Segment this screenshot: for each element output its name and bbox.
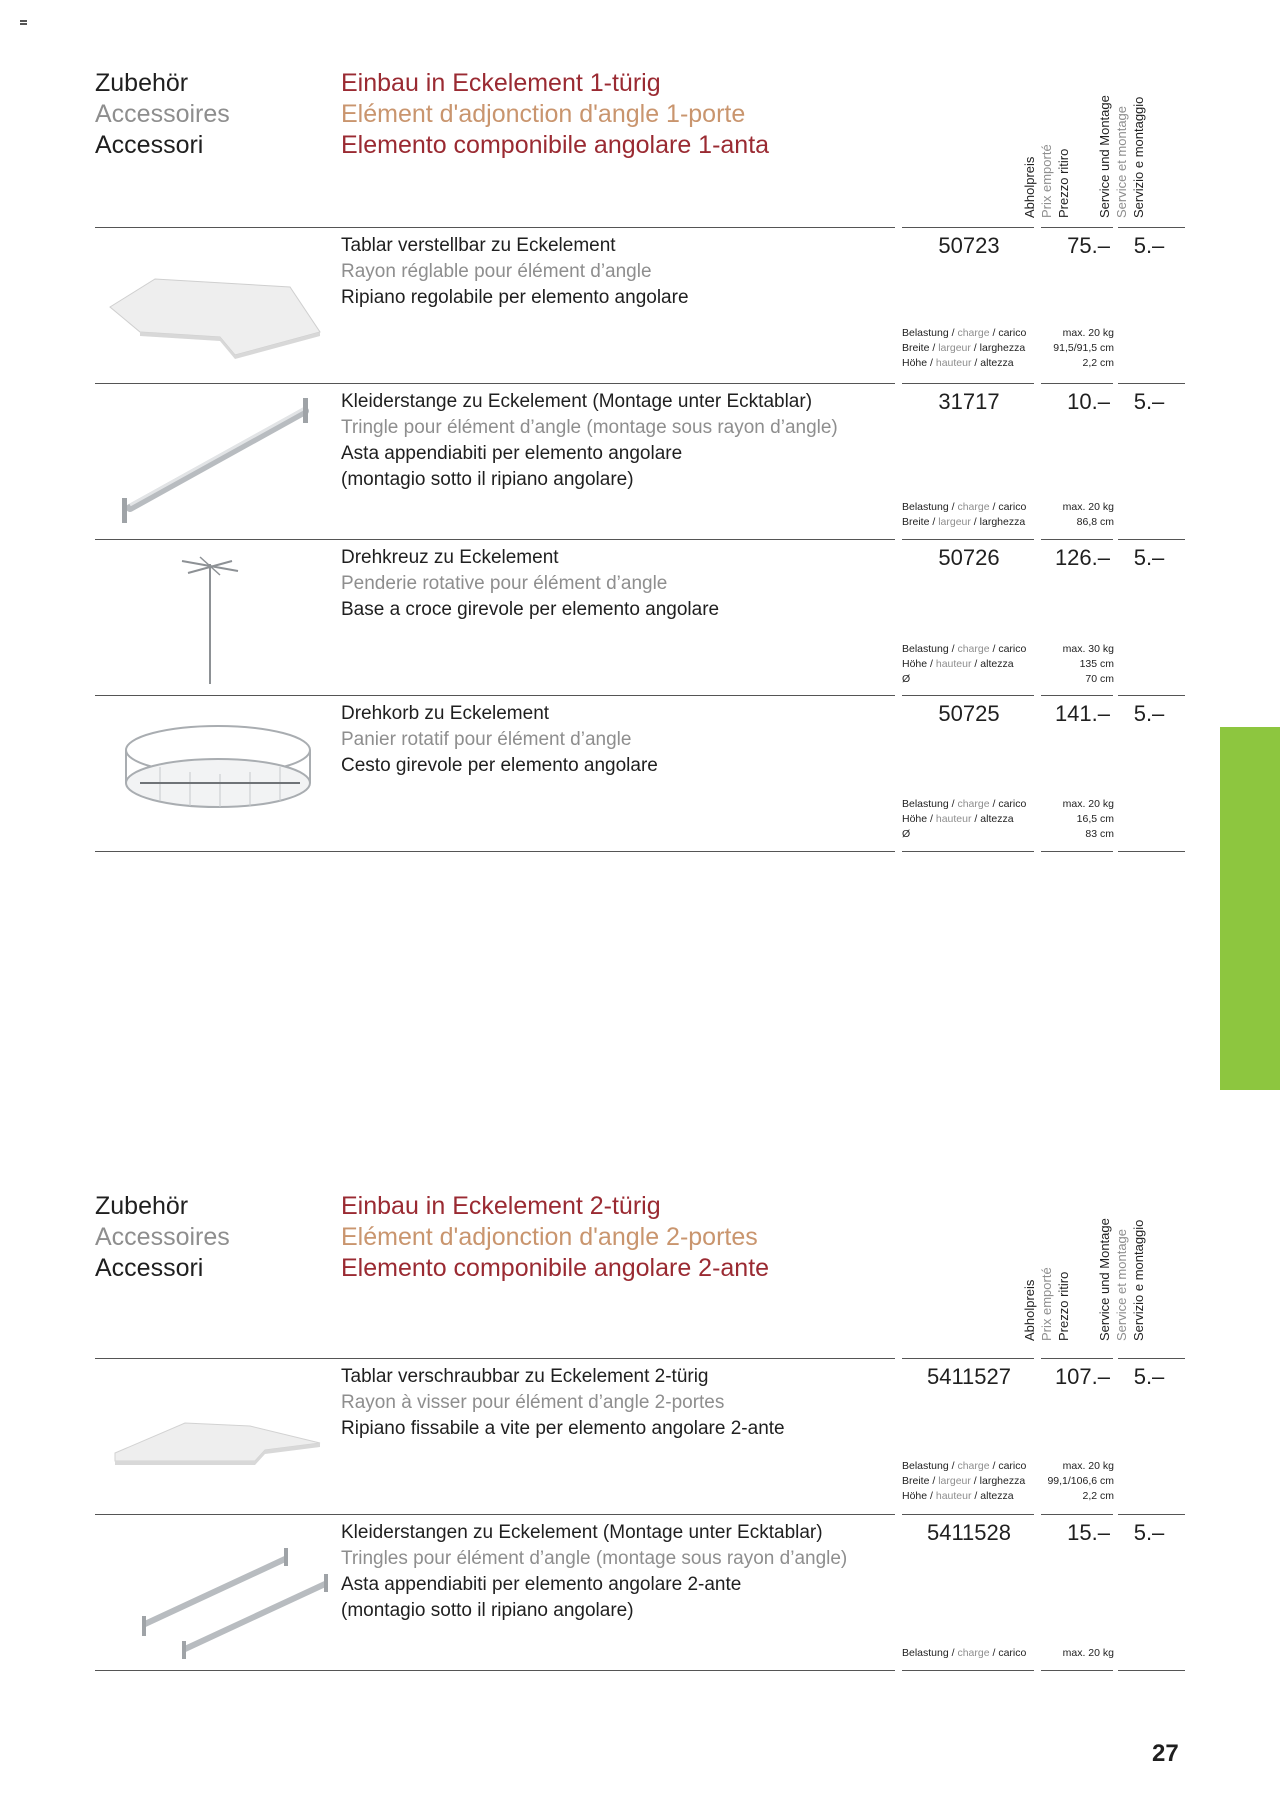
desc-fr: Rayon réglable pour élément d’angle — [341, 261, 652, 282]
price: 10.– — [1067, 389, 1110, 414]
product-description — [341, 389, 838, 493]
category-heading — [95, 68, 230, 161]
category-de: Zubehör — [95, 69, 189, 97]
article-number: 50723 — [938, 233, 1000, 258]
spec-row: Belastung / charge / carico max. 20 kg — [902, 798, 1114, 810]
price-header-de: Abholpreis — [1022, 1279, 1037, 1341]
service-price: 5.– — [1133, 233, 1165, 258]
title-fr: Elément d'adjonction d'angle 1-porte — [341, 100, 746, 128]
double-rail-icon — [100, 1524, 330, 1659]
spec-row: Höhe / hauteur / altezza 135 cm — [902, 658, 1114, 670]
price-header-fr: Prix emporté — [1039, 1267, 1054, 1341]
spec-row: Belastung / charge / carico max. 30 kg — [902, 643, 1114, 655]
article-number: 50725 — [938, 701, 1000, 726]
product-description — [341, 1364, 785, 1442]
wire-basket-icon — [100, 705, 330, 840]
spec-row: Belastung / charge / carico max. 20 kg — [902, 1460, 1114, 1472]
desc-de: Drehkreuz zu Eckelement — [341, 547, 559, 568]
section-title — [341, 68, 769, 161]
corner-shelf-icon — [100, 237, 330, 372]
spec-row: Breite / largeur / larghezza 99,1/106,6 cm — [902, 1475, 1114, 1487]
title-it: Elemento componibile angolare 1-anta — [341, 131, 770, 159]
desc-fr: Tringle pour élément d’angle (montage sous rayon d’angle) — [341, 417, 838, 438]
desc-de: Kleiderstangen zu Eckelement (Montage unter Ecktablar) — [341, 1522, 823, 1543]
service-header-it: Servizio e montaggio — [1131, 1219, 1146, 1341]
section-title — [341, 1191, 769, 1284]
menu-lines-icon — [20, 20, 27, 27]
desc-it-note: (montagio sotto il ripiano angolare) — [341, 469, 634, 490]
product-row — [0, 227, 1280, 383]
category-it: Accessori — [95, 1254, 204, 1282]
service-price: 5.– — [1133, 545, 1165, 570]
service-header-de: Service und Montage — [1097, 95, 1112, 218]
service-column-header — [1097, 1191, 1190, 1341]
title-de: Einbau in Eckelement 2-türig — [341, 1192, 661, 1220]
price: 107.– — [1054, 1364, 1110, 1389]
spec-row: Ø 70 cm — [902, 673, 1114, 685]
section-tab-marker — [1220, 727, 1280, 1090]
spec-row: Höhe / hauteur / altezza 2,2 cm — [902, 357, 1114, 369]
page-number: 27 — [1152, 1740, 1179, 1767]
product-row — [0, 1514, 1280, 1670]
category-it: Accessori — [95, 131, 204, 159]
service-price: 5.– — [1133, 1364, 1165, 1389]
product-row — [0, 383, 1280, 539]
desc-fr: Penderie rotative pour élément d’angle — [341, 573, 668, 594]
product-row — [0, 539, 1280, 695]
specs — [902, 1459, 1114, 1504]
price-header-it: Prezzo ritiro — [1056, 1271, 1071, 1341]
service-header-fr: Service et montage — [1114, 105, 1129, 218]
product-row — [0, 695, 1280, 851]
article-number: 31717 — [938, 389, 1000, 414]
desc-it: Asta appendiabiti per elemento angolare 2-ante — [341, 1574, 742, 1595]
clothes-rail-icon — [100, 393, 330, 528]
price: 75.– — [1067, 233, 1110, 258]
category-fr: Accessoires — [95, 1223, 230, 1251]
service-header-de: Service und Montage — [1097, 1218, 1112, 1341]
desc-it: Cesto girevole per elemento angolare — [341, 755, 658, 776]
specs — [902, 642, 1114, 687]
article-number: 50726 — [938, 545, 1000, 570]
product-description — [341, 545, 719, 623]
spec-row: Belastung / charge / carico max. 20 kg — [902, 501, 1114, 513]
desc-de: Tablar verstellbar zu Eckelement — [341, 235, 616, 256]
product-description — [341, 1520, 847, 1624]
article-number: 5411527 — [926, 1364, 1011, 1389]
service-column-header — [1097, 68, 1190, 218]
price: 15.– — [1067, 1520, 1110, 1545]
spec-row: Belastung / charge / carico max. 20 kg — [902, 327, 1114, 339]
title-fr: Elément d'adjonction d'angle 2-portes — [341, 1223, 758, 1251]
spec-row: Höhe / hauteur / altezza 16,5 cm — [902, 813, 1114, 825]
price-header-de: Abholpreis — [1022, 156, 1037, 218]
specs — [902, 1646, 1114, 1661]
desc-fr: Rayon à visser pour élément d’angle 2-portes — [341, 1392, 725, 1413]
desc-fr: Panier rotatif pour élément d’angle — [341, 729, 632, 750]
desc-fr: Tringles pour élément d’angle (montage sous rayon d’angle) — [341, 1548, 848, 1569]
service-price: 5.– — [1133, 389, 1165, 414]
desc-de: Tablar verschraubbar zu Eckelement 2-türig — [341, 1366, 709, 1387]
service-price: 5.– — [1133, 1520, 1165, 1545]
service-header-it: Servizio e montaggio — [1131, 96, 1146, 218]
article-number: 5411528 — [926, 1520, 1011, 1545]
price: 141.– — [1054, 701, 1110, 726]
spec-row: Höhe / hauteur / altezza 2,2 cm — [902, 1490, 1114, 1502]
desc-it-note: (montagio sotto il ripiano angolare) — [341, 1600, 634, 1621]
category-fr: Accessoires — [95, 100, 230, 128]
specs — [902, 797, 1114, 842]
service-header-fr: Service et montage — [1114, 1228, 1129, 1341]
desc-de: Kleiderstange zu Eckelement (Montage unter Ecktablar) — [341, 391, 813, 412]
price-header-fr: Prix emporté — [1039, 144, 1054, 218]
spec-row: Breite / largeur / larghezza 86,8 cm — [902, 516, 1114, 528]
price: 126.– — [1054, 545, 1110, 570]
desc-de: Drehkorb zu Eckelement — [341, 703, 550, 724]
rotating-cross-icon — [100, 549, 330, 684]
desc-it: Asta appendiabiti per elemento angolare — [341, 443, 683, 464]
spec-row: Breite / largeur / larghezza 91,5/91,5 cm — [902, 342, 1114, 354]
spec-row: Belastung / charge / carico max. 20 kg — [902, 1647, 1114, 1659]
category-heading — [95, 1191, 230, 1284]
desc-it: Base a croce girevole per elemento angolare — [341, 599, 720, 620]
product-description — [341, 701, 658, 779]
specs — [902, 500, 1114, 530]
product-description — [341, 233, 689, 311]
price-header-it: Prezzo ritiro — [1056, 148, 1071, 218]
l-shelf-icon — [100, 1368, 330, 1503]
category-de: Zubehör — [95, 1192, 189, 1220]
specs — [902, 326, 1114, 371]
product-row — [0, 1358, 1280, 1514]
desc-it: Ripiano fissabile a vite per elemento angolare 2-ante — [341, 1418, 785, 1439]
spec-row: Ø 83 cm — [902, 828, 1114, 840]
title-it: Elemento componibile angolare 2-ante — [341, 1254, 770, 1282]
service-price: 5.– — [1133, 701, 1165, 726]
desc-it: Ripiano regolabile per elemento angolare — [341, 287, 689, 308]
title-de: Einbau in Eckelement 1-türig — [341, 69, 661, 97]
